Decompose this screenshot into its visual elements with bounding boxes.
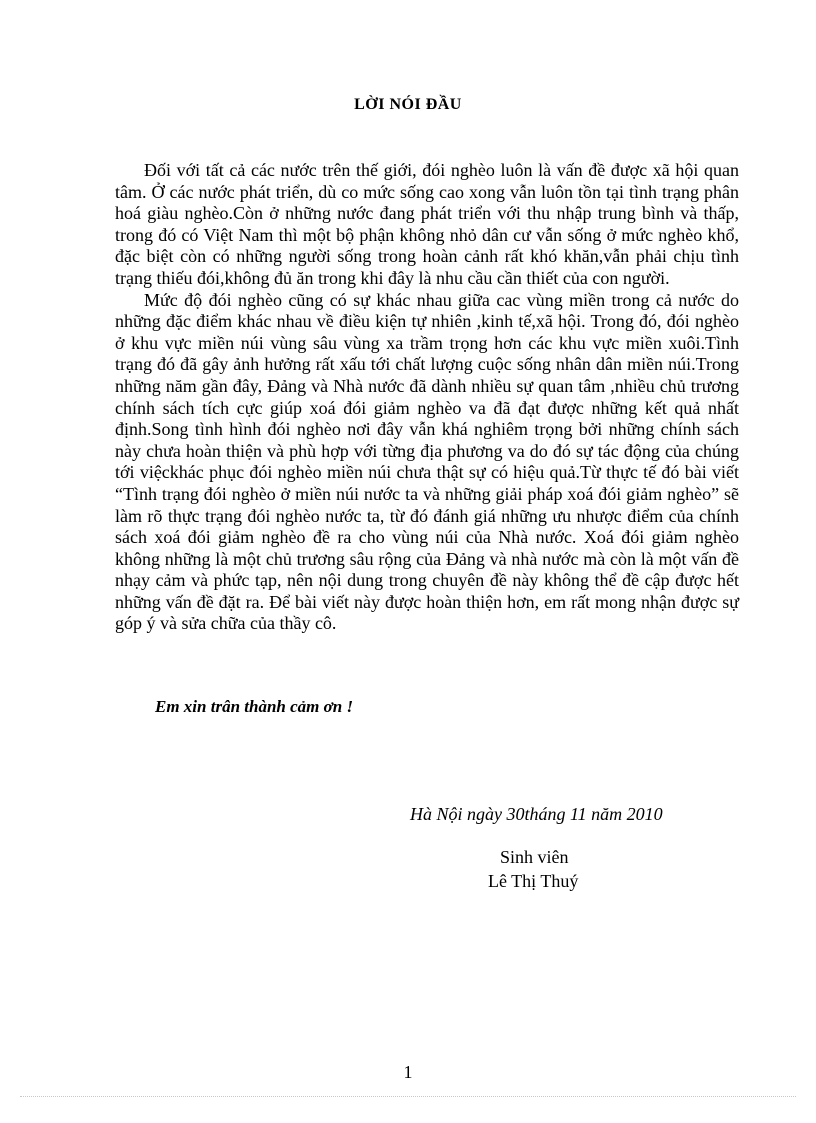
signature-role: Sinh viên	[500, 847, 569, 867]
thanks-line: Em xin trân thành cảm ơn !	[155, 697, 354, 716]
paragraph-1: Đối với tất cả các nước trên thế giới, đói nghèo luôn là vấn đề được xã hội quan tâm. Ở các nước phát triển, dù co mức sống cao xong vẫn luôn tồn tại tình trạng phân hoá giàu nghèo.Còn ở những nước đang phát triển với thu nhập trung bình và thấp, trong đó có Việt Nam thì một bộ phận không nhỏ dân cư vẫn sống ở mức nghèo khổ, đặc biệt còn có những người sống trong hoàn cảnh rất khó khăn,vẫn phải chịu tình trạng thiếu đói,không đủ ăn trong khi đây là nhu cầu cần thiết của con người.	[115, 160, 739, 288]
page-title: LỜI NÓI ĐẦU	[354, 96, 462, 113]
page-bottom-divider	[20, 1096, 796, 1097]
paragraph-2: Mức độ đói nghèo cũng có sự khác nhau giữa cac vùng miền trong cả nước do những đặc điểm khác nhau về điều kiện tự nhiên ,kinh tế,xã hội. Trong đó, đói nghèo ở khu vực miền núi vùng sâu vùng xa trầm trọng hơn các khu vực miền xuôi.Tình trạng đó đã gây ảnh hưởng rất xấu tới chất lượng cuộc sống nhân dân miền núi.Trong những năm gần đây, Đảng và Nhà nước đã dành nhiều sự quan tâm ,nhiều chủ trương chính sách tích cực giúp xoá đói giảm nghèo va đã đạt được những kết quả nhất định.Song tình hình đói nghèo nơi đây vẫn khá nghiêm trọng bởi những chính sách này chưa hoàn thiện và phù hợp với từng địa phương va do đó sự tác động của chúng tới việckhác phục đói nghèo miền núi chưa thật sự có hiệu quả.Từ thực tế đó bài viết “Tình trạng đói nghèo ở miền núi nước ta và những giải pháp xoá đói giảm nghèo” sẽ làm rõ thực trạng đói nghèo nước ta, từ đó đánh giá những ưu nhược điểm của chính sách xoá đói giảm nghèo đề ra cho vùng núi của Nhà nước. Xoá đói giảm nghèo không những là một chủ trương sâu rộng của Đảng và nhà nước mà còn là một vấn đề nhạy cảm và phức tạp, nên nội dung trong chuyên đề này không thể đề cập được hết những vấn đề đặt ra. Để bài viết này được hoàn thiện hơn, em rất mong nhận được sự góp ý và sửa chữa của thầy cô.	[115, 289, 739, 634]
date-line: Hà Nội ngày 30tháng 11 năm 2010	[410, 804, 663, 824]
body-text	[115, 160, 739, 635]
page-number: 1	[403, 1062, 413, 1082]
signature-name: Lê Thị Thuý	[488, 871, 579, 891]
